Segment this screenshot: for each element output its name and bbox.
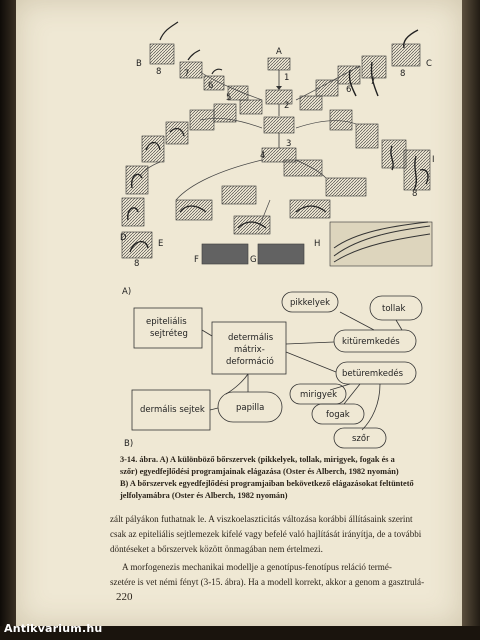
body-line: szetére is vet némi fényt (3-15. ábra). Ha a modell korrekt, akkor a genom a gasztrulá- [110, 577, 425, 587]
epithelial-box [134, 308, 202, 348]
stage-tile-a [268, 58, 290, 70]
epithelial-label-2: sejtréteg [150, 329, 188, 339]
letter-a: A [276, 47, 282, 57]
glands-label: mirigyek [300, 390, 338, 400]
caption-line: jelfolyamábra (Oster és Alberch, 1982 nyomán) [120, 491, 288, 500]
stage-number: 8 [156, 67, 162, 77]
outgrowth-label: kitüremkedés [342, 337, 400, 347]
letter-e: E [158, 239, 164, 249]
stage-number: 8 [134, 259, 140, 269]
panel-a-label: A) [122, 287, 132, 297]
body-line: zált pályákon futhatnak le. A viszkoelaszticitás változása korábbi állításaink szerint [110, 514, 413, 524]
dermal-matrix-label-3: deformáció [226, 357, 274, 367]
stage-number: 7 [184, 69, 190, 79]
epithelial-label-1: epiteliális [146, 317, 187, 327]
panel-f [202, 244, 248, 264]
dermal-cells-label: dermális sejtek [140, 405, 205, 415]
letter-b: B [136, 59, 142, 69]
letter-d: D [120, 233, 127, 243]
left-lower-branch [122, 166, 152, 258]
panel-g [258, 244, 304, 264]
teeth-label: fogak [326, 410, 350, 420]
caption-line: B) A bőrszervek egyedfejlődési programjaiban bekövetkező elágazásokat feltüntető [120, 479, 414, 488]
figure-b-flowchart [124, 292, 422, 449]
body-line: döntéseket a bőrszervek között önmagában nem értelmezi. [110, 544, 323, 554]
stage-number: 6 [208, 81, 214, 91]
letter-i: I [432, 155, 435, 165]
letter-g: G [250, 255, 257, 265]
stage-number: 4 [260, 151, 266, 161]
letter-f: F [194, 255, 199, 265]
stage-number: 6 [346, 85, 352, 95]
stage-number: 8 [400, 69, 406, 79]
stage-number: 1 [284, 73, 290, 83]
stage-number: 8 [412, 189, 418, 199]
feathers-label: tollak [382, 304, 406, 314]
letter-c: C [426, 59, 432, 69]
body-line: csak az epiteliális sejtlemezek kifelé vagy befelé való hajlítását irányítja, de a további [110, 529, 422, 539]
caption-line: 3-14. ábra. A) A különböző bőrszervek (pikkelyek, tollak, mirigyek, fogak és a [120, 455, 395, 464]
stage-number: 3 [286, 139, 292, 149]
caption-line: szőr) egyedfejlődési programjainak elágazása (Oster és Alberch, 1982 nyomán) [120, 467, 399, 476]
body-text [110, 512, 450, 590]
stage-number: 2 [284, 101, 290, 111]
dermal-matrix-label-2: mátrix- [234, 345, 265, 355]
stage-tile-3 [264, 117, 294, 133]
stage-number: 5 [226, 93, 232, 103]
papilla-label: papilla [236, 403, 265, 413]
watermark: Antikvarium.hu [4, 622, 103, 635]
left-middle-branch [142, 104, 236, 162]
dermal-matrix-label-1: determális [228, 333, 274, 343]
figure-caption [120, 454, 450, 502]
left-upper-branch [150, 44, 262, 114]
stage-number: 7 [370, 77, 376, 87]
panel-b-label: B) [124, 439, 134, 449]
page-number: 220 [116, 591, 133, 603]
hair-label: szőr [352, 434, 370, 444]
letter-h: H [314, 239, 321, 249]
body-line: A morfogenezis mechanikai modellje a genotípus-fenotípus reláció termé- [122, 562, 392, 572]
panel-h [330, 222, 432, 266]
scales-label: pikkelyek [290, 298, 331, 308]
ingrowth-label: betüremkedés [342, 369, 404, 379]
